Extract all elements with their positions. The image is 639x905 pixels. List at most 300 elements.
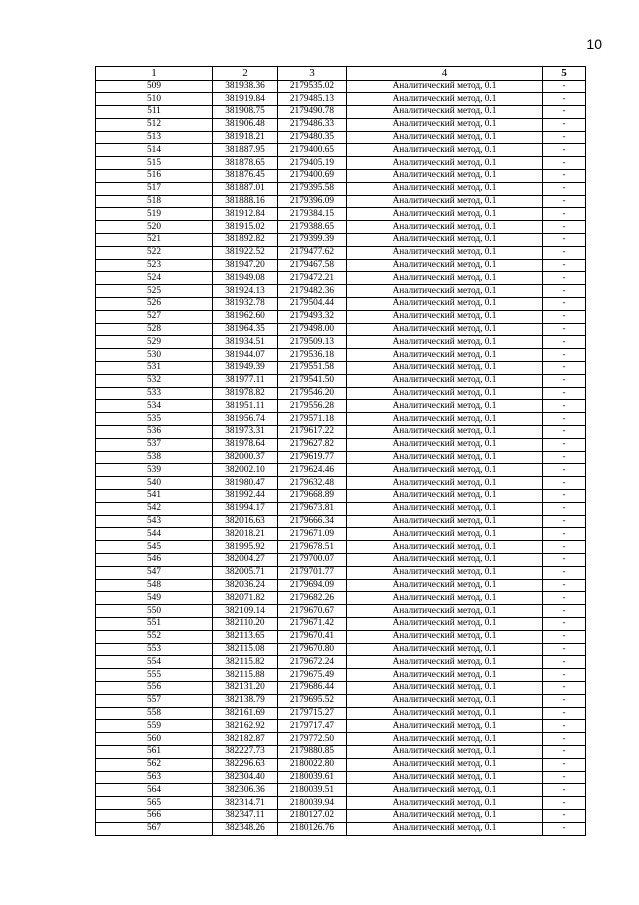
- note-cell: -: [543, 182, 586, 195]
- method-cell: Аналитический метод, 0.1: [347, 681, 543, 694]
- point-number-cell: 534: [96, 400, 213, 413]
- point-number-cell: 546: [96, 553, 213, 566]
- point-number-cell: 520: [96, 221, 213, 234]
- x-coordinate-cell: 382161.69: [213, 707, 278, 720]
- method-cell: Аналитический метод, 0.1: [347, 528, 543, 541]
- x-coordinate-cell: 381934.51: [213, 336, 278, 349]
- point-number-cell: 556: [96, 681, 213, 694]
- point-number-cell: 529: [96, 336, 213, 349]
- y-coordinate-cell: 2179546.20: [278, 387, 347, 400]
- note-cell: -: [543, 733, 586, 746]
- note-cell: -: [543, 592, 586, 605]
- note-cell: -: [543, 285, 586, 298]
- x-coordinate-cell: 382306.36: [213, 784, 278, 797]
- point-number-cell: 549: [96, 592, 213, 605]
- table-row: [96, 400, 586, 413]
- y-coordinate-cell: 2179695.52: [278, 694, 347, 707]
- method-cell: Аналитический метод, 0.1: [347, 797, 543, 810]
- y-coordinate-cell: 2179686.44: [278, 681, 347, 694]
- note-cell: -: [543, 93, 586, 106]
- table-row: [96, 797, 586, 810]
- point-number-cell: 550: [96, 605, 213, 618]
- method-cell: Аналитический метод, 0.1: [347, 362, 543, 375]
- table-row: [96, 707, 586, 720]
- point-number-cell: 555: [96, 669, 213, 682]
- x-coordinate-cell: 381912.84: [213, 208, 278, 221]
- x-coordinate-cell: 382115.88: [213, 669, 278, 682]
- y-coordinate-cell: 2179670.80: [278, 643, 347, 656]
- y-coordinate-cell: 2179498.00: [278, 323, 347, 336]
- page-number: 10: [586, 36, 602, 52]
- method-cell: Аналитический метод, 0.1: [347, 349, 543, 362]
- y-coordinate-cell: 2179400.69: [278, 170, 347, 183]
- x-coordinate-cell: 381947.20: [213, 259, 278, 272]
- x-coordinate-cell: 382227.73: [213, 745, 278, 758]
- note-cell: -: [543, 157, 586, 170]
- x-coordinate-cell: 381977.11: [213, 374, 278, 387]
- note-cell: -: [543, 118, 586, 131]
- point-number-cell: 551: [96, 617, 213, 630]
- y-coordinate-cell: 2179395.58: [278, 182, 347, 195]
- x-coordinate-cell: 382018.21: [213, 528, 278, 541]
- point-number-cell: 522: [96, 246, 213, 259]
- point-number-cell: 526: [96, 298, 213, 311]
- y-coordinate-cell: 2179880.85: [278, 745, 347, 758]
- x-coordinate-cell: 381956.74: [213, 413, 278, 426]
- method-cell: Аналитический метод, 0.1: [347, 93, 543, 106]
- method-cell: Аналитический метод, 0.1: [347, 579, 543, 592]
- table-row: [96, 413, 586, 426]
- note-cell: -: [543, 553, 586, 566]
- point-number-cell: 544: [96, 528, 213, 541]
- note-cell: -: [543, 822, 586, 835]
- point-number-cell: 557: [96, 694, 213, 707]
- table-row: [96, 502, 586, 515]
- note-cell: -: [543, 451, 586, 464]
- y-coordinate-cell: 2179673.81: [278, 502, 347, 515]
- x-coordinate-cell: 382314.71: [213, 797, 278, 810]
- method-cell: Аналитический метод, 0.1: [347, 643, 543, 656]
- y-coordinate-cell: 2179717.47: [278, 720, 347, 733]
- table-row: [96, 758, 586, 771]
- x-coordinate-cell: 381962.60: [213, 310, 278, 323]
- point-number-cell: 535: [96, 413, 213, 426]
- point-number-cell: 552: [96, 630, 213, 643]
- x-coordinate-cell: 381980.47: [213, 477, 278, 490]
- table-row: [96, 374, 586, 387]
- point-number-cell: 509: [96, 80, 213, 93]
- table-row: [96, 234, 586, 247]
- x-coordinate-cell: 381922.52: [213, 246, 278, 259]
- method-cell: Аналитический метод, 0.1: [347, 464, 543, 477]
- table-row: [96, 131, 586, 144]
- method-cell: Аналитический метод, 0.1: [347, 413, 543, 426]
- table-row: [96, 387, 586, 400]
- point-number-cell: 510: [96, 93, 213, 106]
- method-cell: Аналитический метод, 0.1: [347, 131, 543, 144]
- x-coordinate-cell: 381992.44: [213, 490, 278, 503]
- point-number-cell: 567: [96, 822, 213, 835]
- point-number-cell: 543: [96, 515, 213, 528]
- table-row: [96, 426, 586, 439]
- y-coordinate-cell: 2180039.94: [278, 797, 347, 810]
- table-row: [96, 592, 586, 605]
- y-coordinate-cell: 2179504.44: [278, 298, 347, 311]
- point-number-cell: 517: [96, 182, 213, 195]
- note-cell: -: [543, 745, 586, 758]
- y-coordinate-cell: 2179672.24: [278, 656, 347, 669]
- table-row: [96, 323, 586, 336]
- point-number-cell: 553: [96, 643, 213, 656]
- y-coordinate-cell: 2179670.67: [278, 605, 347, 618]
- method-cell: Аналитический метод, 0.1: [347, 771, 543, 784]
- x-coordinate-cell: 382296.63: [213, 758, 278, 771]
- point-number-cell: 563: [96, 771, 213, 784]
- table-row: [96, 221, 586, 234]
- y-coordinate-cell: 2179668.89: [278, 490, 347, 503]
- table-row: [96, 605, 586, 618]
- method-cell: Аналитический метод, 0.1: [347, 118, 543, 131]
- y-coordinate-cell: 2179671.42: [278, 617, 347, 630]
- table-row: [96, 310, 586, 323]
- point-number-cell: 547: [96, 566, 213, 579]
- table-row: [96, 362, 586, 375]
- header-col-3: 3: [278, 67, 347, 81]
- y-coordinate-cell: 2180039.61: [278, 771, 347, 784]
- point-number-cell: 516: [96, 170, 213, 183]
- point-number-cell: 531: [96, 362, 213, 375]
- table-row: [96, 80, 586, 93]
- table-row: [96, 541, 586, 554]
- note-cell: -: [543, 426, 586, 439]
- y-coordinate-cell: 2179541.50: [278, 374, 347, 387]
- y-coordinate-cell: 2179490.78: [278, 106, 347, 119]
- method-cell: Аналитический метод, 0.1: [347, 707, 543, 720]
- coordinates-table: [95, 66, 586, 836]
- x-coordinate-cell: 382348.26: [213, 822, 278, 835]
- y-coordinate-cell: 2179384.15: [278, 208, 347, 221]
- y-coordinate-cell: 2179671.09: [278, 528, 347, 541]
- method-cell: Аналитический метод, 0.1: [347, 477, 543, 490]
- y-coordinate-cell: 2179571.18: [278, 413, 347, 426]
- method-cell: Аналитический метод, 0.1: [347, 374, 543, 387]
- table-row: [96, 144, 586, 157]
- table-body: [96, 80, 586, 835]
- note-cell: -: [543, 336, 586, 349]
- method-cell: Аналитический метод, 0.1: [347, 170, 543, 183]
- y-coordinate-cell: 2179682.26: [278, 592, 347, 605]
- method-cell: Аналитический метод, 0.1: [347, 694, 543, 707]
- note-cell: -: [543, 323, 586, 336]
- table-row: [96, 298, 586, 311]
- point-number-cell: 511: [96, 106, 213, 119]
- x-coordinate-cell: 381876.45: [213, 170, 278, 183]
- method-cell: Аналитический метод, 0.1: [347, 566, 543, 579]
- method-cell: Аналитический метод, 0.1: [347, 605, 543, 618]
- y-coordinate-cell: 2179477.62: [278, 246, 347, 259]
- method-cell: Аналитический метод, 0.1: [347, 400, 543, 413]
- x-coordinate-cell: 382162.92: [213, 720, 278, 733]
- x-coordinate-cell: 381951.11: [213, 400, 278, 413]
- method-cell: Аналитический метод, 0.1: [347, 745, 543, 758]
- point-number-cell: 521: [96, 234, 213, 247]
- point-number-cell: 527: [96, 310, 213, 323]
- y-coordinate-cell: 2179694.09: [278, 579, 347, 592]
- point-number-cell: 513: [96, 131, 213, 144]
- x-coordinate-cell: 382115.82: [213, 656, 278, 669]
- y-coordinate-cell: 2179396.09: [278, 195, 347, 208]
- point-number-cell: 523: [96, 259, 213, 272]
- method-cell: Аналитический метод, 0.1: [347, 80, 543, 93]
- x-coordinate-cell: 381892.82: [213, 234, 278, 247]
- y-coordinate-cell: 2179619.77: [278, 451, 347, 464]
- x-coordinate-cell: 381949.08: [213, 272, 278, 285]
- x-coordinate-cell: 382002.10: [213, 464, 278, 477]
- point-number-cell: 515: [96, 157, 213, 170]
- table-row: [96, 643, 586, 656]
- table-row: [96, 809, 586, 822]
- note-cell: -: [543, 221, 586, 234]
- x-coordinate-cell: 382036.24: [213, 579, 278, 592]
- note-cell: -: [543, 413, 586, 426]
- method-cell: Аналитический метод, 0.1: [347, 733, 543, 746]
- y-coordinate-cell: 2179536.18: [278, 349, 347, 362]
- point-number-cell: 548: [96, 579, 213, 592]
- table-row: [96, 182, 586, 195]
- point-number-cell: 565: [96, 797, 213, 810]
- x-coordinate-cell: 381906.48: [213, 118, 278, 131]
- x-coordinate-cell: 382182.87: [213, 733, 278, 746]
- method-cell: Аналитический метод, 0.1: [347, 387, 543, 400]
- point-number-cell: 528: [96, 323, 213, 336]
- note-cell: -: [543, 80, 586, 93]
- note-cell: -: [543, 797, 586, 810]
- method-cell: Аналитический метод, 0.1: [347, 106, 543, 119]
- point-number-cell: 562: [96, 758, 213, 771]
- y-coordinate-cell: 2179535.02: [278, 80, 347, 93]
- y-coordinate-cell: 2179675.49: [278, 669, 347, 682]
- note-cell: -: [543, 298, 586, 311]
- note-cell: -: [543, 541, 586, 554]
- y-coordinate-cell: 2179400.65: [278, 144, 347, 157]
- table-row: [96, 336, 586, 349]
- point-number-cell: 560: [96, 733, 213, 746]
- note-cell: -: [543, 630, 586, 643]
- table-row: [96, 681, 586, 694]
- x-coordinate-cell: 381924.13: [213, 285, 278, 298]
- note-cell: -: [543, 374, 586, 387]
- note-cell: -: [543, 579, 586, 592]
- method-cell: Аналитический метод, 0.1: [347, 272, 543, 285]
- x-coordinate-cell: 382109.14: [213, 605, 278, 618]
- method-cell: Аналитический метод, 0.1: [347, 157, 543, 170]
- point-number-cell: 530: [96, 349, 213, 362]
- note-cell: -: [543, 234, 586, 247]
- x-coordinate-cell: 382113.65: [213, 630, 278, 643]
- table-row: [96, 694, 586, 707]
- x-coordinate-cell: 381944.07: [213, 349, 278, 362]
- y-coordinate-cell: 2179486.33: [278, 118, 347, 131]
- method-cell: Аналитический метод, 0.1: [347, 502, 543, 515]
- x-coordinate-cell: 381964.35: [213, 323, 278, 336]
- table-row: [96, 464, 586, 477]
- point-number-cell: 536: [96, 426, 213, 439]
- table-row: [96, 656, 586, 669]
- x-coordinate-cell: 381878.65: [213, 157, 278, 170]
- y-coordinate-cell: 2179482.36: [278, 285, 347, 298]
- table-row: [96, 720, 586, 733]
- x-coordinate-cell: 381995.92: [213, 541, 278, 554]
- table-row: [96, 566, 586, 579]
- table-row: [96, 528, 586, 541]
- note-cell: -: [543, 605, 586, 618]
- method-cell: Аналитический метод, 0.1: [347, 592, 543, 605]
- point-number-cell: 566: [96, 809, 213, 822]
- method-cell: Аналитический метод, 0.1: [347, 630, 543, 643]
- point-number-cell: 559: [96, 720, 213, 733]
- table-row: [96, 170, 586, 183]
- note-cell: -: [543, 259, 586, 272]
- point-number-cell: 537: [96, 438, 213, 451]
- x-coordinate-cell: 381978.82: [213, 387, 278, 400]
- point-number-cell: 558: [96, 707, 213, 720]
- y-coordinate-cell: 2179467.58: [278, 259, 347, 272]
- method-cell: Аналитический метод, 0.1: [347, 451, 543, 464]
- x-coordinate-cell: 381888.16: [213, 195, 278, 208]
- y-coordinate-cell: 2179701.77: [278, 566, 347, 579]
- x-coordinate-cell: 381887.95: [213, 144, 278, 157]
- note-cell: -: [543, 720, 586, 733]
- y-coordinate-cell: 2179772.50: [278, 733, 347, 746]
- y-coordinate-cell: 2179678.51: [278, 541, 347, 554]
- method-cell: Аналитический метод, 0.1: [347, 246, 543, 259]
- point-number-cell: 564: [96, 784, 213, 797]
- header-col-5: 5: [543, 67, 586, 81]
- method-cell: Аналитический метод, 0.1: [347, 669, 543, 682]
- note-cell: -: [543, 131, 586, 144]
- point-number-cell: 514: [96, 144, 213, 157]
- header-col-4: 4: [347, 67, 543, 81]
- x-coordinate-cell: 381918.21: [213, 131, 278, 144]
- y-coordinate-cell: 2179388.65: [278, 221, 347, 234]
- note-cell: -: [543, 643, 586, 656]
- method-cell: Аналитический метод, 0.1: [347, 656, 543, 669]
- y-coordinate-cell: 2179551.58: [278, 362, 347, 375]
- note-cell: -: [543, 438, 586, 451]
- method-cell: Аналитический метод, 0.1: [347, 298, 543, 311]
- note-cell: -: [543, 681, 586, 694]
- method-cell: Аналитический метод, 0.1: [347, 758, 543, 771]
- x-coordinate-cell: 381915.02: [213, 221, 278, 234]
- x-coordinate-cell: 382304.40: [213, 771, 278, 784]
- method-cell: Аналитический метод, 0.1: [347, 809, 543, 822]
- table-row: [96, 118, 586, 131]
- x-coordinate-cell: 382016.63: [213, 515, 278, 528]
- note-cell: -: [543, 694, 586, 707]
- note-cell: -: [543, 106, 586, 119]
- point-number-cell: 542: [96, 502, 213, 515]
- method-cell: Аналитический метод, 0.1: [347, 208, 543, 221]
- note-cell: -: [543, 170, 586, 183]
- x-coordinate-cell: 382110.20: [213, 617, 278, 630]
- note-cell: -: [543, 362, 586, 375]
- note-cell: -: [543, 195, 586, 208]
- table-row: [96, 451, 586, 464]
- x-coordinate-cell: 381994.17: [213, 502, 278, 515]
- method-cell: Аналитический метод, 0.1: [347, 336, 543, 349]
- method-cell: Аналитический метод, 0.1: [347, 438, 543, 451]
- note-cell: -: [543, 490, 586, 503]
- x-coordinate-cell: 382347.11: [213, 809, 278, 822]
- table-row: [96, 771, 586, 784]
- table-row: [96, 669, 586, 682]
- x-coordinate-cell: 381949.39: [213, 362, 278, 375]
- note-cell: -: [543, 477, 586, 490]
- table-row: [96, 195, 586, 208]
- y-coordinate-cell: 2179472.21: [278, 272, 347, 285]
- y-coordinate-cell: 2179670.41: [278, 630, 347, 643]
- y-coordinate-cell: 2179666.34: [278, 515, 347, 528]
- point-number-cell: 539: [96, 464, 213, 477]
- y-coordinate-cell: 2180126.76: [278, 822, 347, 835]
- table-row: [96, 822, 586, 835]
- y-coordinate-cell: 2179493.32: [278, 310, 347, 323]
- y-coordinate-cell: 2179627.82: [278, 438, 347, 451]
- y-coordinate-cell: 2179700.07: [278, 553, 347, 566]
- x-coordinate-cell: 382004.27: [213, 553, 278, 566]
- method-cell: Аналитический метод, 0.1: [347, 490, 543, 503]
- method-cell: Аналитический метод, 0.1: [347, 144, 543, 157]
- y-coordinate-cell: 2179509.13: [278, 336, 347, 349]
- x-coordinate-cell: 381978.64: [213, 438, 278, 451]
- note-cell: -: [543, 528, 586, 541]
- note-cell: -: [543, 272, 586, 285]
- x-coordinate-cell: 381919.84: [213, 93, 278, 106]
- method-cell: Аналитический метод, 0.1: [347, 310, 543, 323]
- note-cell: -: [543, 617, 586, 630]
- method-cell: Аналитический метод, 0.1: [347, 822, 543, 835]
- x-coordinate-cell: 382131.20: [213, 681, 278, 694]
- method-cell: Аналитический метод, 0.1: [347, 541, 543, 554]
- note-cell: -: [543, 515, 586, 528]
- table-row: [96, 157, 586, 170]
- y-coordinate-cell: 2179399.39: [278, 234, 347, 247]
- method-cell: Аналитический метод, 0.1: [347, 617, 543, 630]
- table-row: [96, 784, 586, 797]
- y-coordinate-cell: 2179405.19: [278, 157, 347, 170]
- table-row: [96, 733, 586, 746]
- point-number-cell: 545: [96, 541, 213, 554]
- method-cell: Аналитический метод, 0.1: [347, 234, 543, 247]
- point-number-cell: 519: [96, 208, 213, 221]
- method-cell: Аналитический метод, 0.1: [347, 553, 543, 566]
- point-number-cell: 532: [96, 374, 213, 387]
- table-row: [96, 438, 586, 451]
- method-cell: Аналитический метод, 0.1: [347, 221, 543, 234]
- table-row: [96, 208, 586, 221]
- y-coordinate-cell: 2179485.13: [278, 93, 347, 106]
- note-cell: -: [543, 656, 586, 669]
- note-cell: -: [543, 771, 586, 784]
- x-coordinate-cell: 382115.08: [213, 643, 278, 656]
- note-cell: -: [543, 310, 586, 323]
- header-col-2: 2: [213, 67, 278, 81]
- method-cell: Аналитический метод, 0.1: [347, 720, 543, 733]
- y-coordinate-cell: 2180022.80: [278, 758, 347, 771]
- method-cell: Аналитический метод, 0.1: [347, 426, 543, 439]
- note-cell: -: [543, 144, 586, 157]
- table-row: [96, 246, 586, 259]
